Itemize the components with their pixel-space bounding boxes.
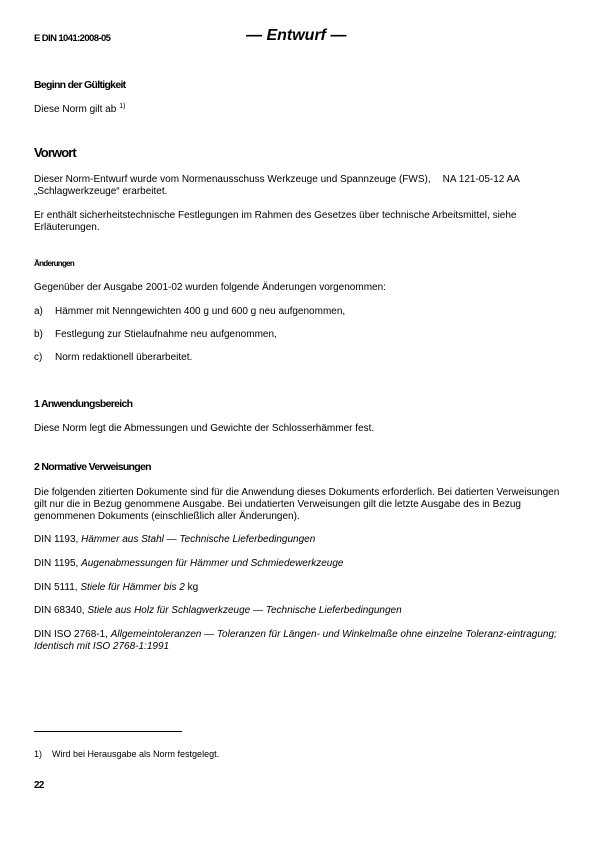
reference-title: Stiele für Hämmer bis 2 xyxy=(80,582,185,593)
reference-item xyxy=(34,558,566,570)
foreword-paragraph-1 xyxy=(34,174,566,198)
reference-code: DIN 1193, xyxy=(34,534,79,545)
list-item-text: Festlegung zur Stielaufnahme neu aufgenommen, xyxy=(55,329,277,340)
list-item xyxy=(34,352,192,364)
footnote-reference: 1) xyxy=(119,102,126,110)
changes-heading: Änderungen xyxy=(34,259,75,268)
reference-code: DIN 68340, xyxy=(34,605,85,616)
list-item-text: Hämmer mit Nenngewichten 400 g und 600 g neu aufgenommen, xyxy=(55,306,346,317)
document-id: E DIN 1041:2008-05 xyxy=(34,33,111,44)
reference-unit: kg xyxy=(187,582,199,593)
reference-code: DIN 1195, xyxy=(34,558,79,569)
reference-code: DIN 5111, xyxy=(34,582,78,593)
reference-item xyxy=(34,605,566,617)
changes-intro: Gegenüber der Ausgabe 2001-02 wurden folgende Änderungen vorgenommen: xyxy=(34,282,386,293)
list-item xyxy=(34,329,277,341)
foreword-line-2: „Schlagwerkzeuge“ erarbeitet. xyxy=(34,186,168,197)
reference-code: DIN ISO 2768-1, xyxy=(34,629,108,640)
committee-code: NA 121-05-12 AA xyxy=(442,174,520,185)
scope-heading: 1 Anwendungsbereich xyxy=(34,398,133,410)
reference-item xyxy=(34,629,566,653)
page-number: 22 xyxy=(34,780,44,791)
reference-title: Augenabmessungen für Hämmer und Schmiedewerkzeuge xyxy=(81,558,344,569)
foreword-paragraph-2: Er enthält sicherheitstechnische Festlegungen im Rahmen des Gesetzes über technische Arbeitsmittel, siehe Erläuterungen. xyxy=(34,210,517,233)
reference-title: Stiele aus Holz für Schlagwerkzeuge — Technische Lieferbedingungen xyxy=(87,605,402,616)
list-item-text: Norm redaktionell überarbeitet. xyxy=(55,352,193,363)
reference-title: Allgemeintoleranzen — Toleranzen für Längen- und Winkelmaße ohne einzelne Toleranz-eintragung; Identisch mit ISO 2768-1:1991 xyxy=(34,629,557,652)
list-item-label: a) xyxy=(34,306,43,317)
foreword-line-1a: Dieser Norm-Entwurf wurde vom Normenausschuss Werkzeuge und Spannzeuge (FWS), xyxy=(34,174,431,185)
footnote xyxy=(34,749,219,759)
scope-text: Diese Norm legt die Abmessungen und Gewichte der Schlosserhämmer fest. xyxy=(34,423,375,434)
list-item-label: b) xyxy=(34,329,43,340)
footnote-text: Wird bei Herausgabe als Norm festgelegt. xyxy=(52,749,220,759)
footnote-number: 1) xyxy=(34,749,43,759)
draft-label: — Entwurf — xyxy=(246,27,347,44)
validity-text xyxy=(34,104,566,116)
foreword-heading: Vorwort xyxy=(34,145,76,160)
reference-item xyxy=(34,582,566,594)
normative-intro: Die folgenden zitierten Dokumente sind für die Anwendung dieses Dokuments erforderlich. Bei datierten Verweisungen gilt nur die in Bezug genommene Ausgabe. Bei undatierten Verweisungen gilt die letzte Ausgabe des in Bezug genommenen Dokuments (einschließlich aller Änderungen). xyxy=(34,487,560,522)
footnote-separator xyxy=(34,731,182,732)
reference-item xyxy=(34,534,566,546)
normative-heading: 2 Normative Verweisungen xyxy=(34,461,151,473)
validity-heading: Beginn der Gültigkeit xyxy=(34,79,126,91)
list-item xyxy=(34,306,345,318)
reference-title: Hämmer aus Stahl — Technische Lieferbedingungen xyxy=(81,534,316,545)
list-item-label: c) xyxy=(34,352,43,363)
validity-sentence: Diese Norm gilt ab xyxy=(34,104,117,115)
